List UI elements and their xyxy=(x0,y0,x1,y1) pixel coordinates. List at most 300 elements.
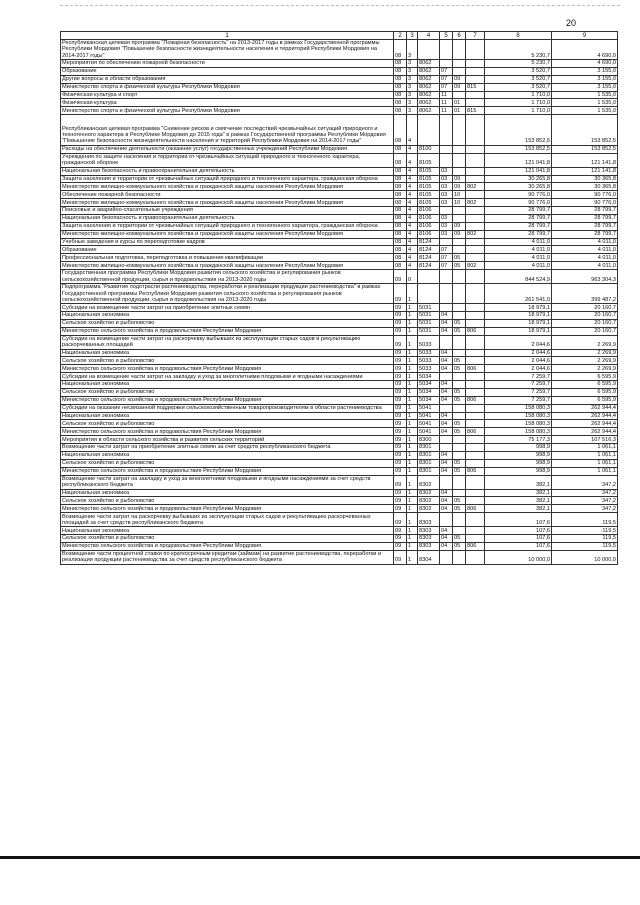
row-code: 08 xyxy=(394,207,407,215)
row-code: 8106 xyxy=(418,207,440,215)
row-code: 5041 xyxy=(418,420,440,428)
row-code xyxy=(466,420,485,428)
row-code: 5033 xyxy=(418,357,440,365)
row-code: 04 xyxy=(440,412,453,420)
row-code: 05 xyxy=(453,327,466,335)
row-amount: 2 044,6 xyxy=(485,357,552,365)
row-amount: 158 080,3 xyxy=(485,412,552,420)
row-amount: 28 799,7 xyxy=(485,230,552,238)
table-row xyxy=(61,497,618,505)
table-row xyxy=(61,420,618,428)
row-amount: 1 710,0 xyxy=(485,107,552,115)
row-code xyxy=(440,304,453,312)
row-amount: 1 061,1 xyxy=(552,444,618,452)
row-code xyxy=(453,527,466,535)
table-row xyxy=(61,311,618,319)
row-code: 1 xyxy=(407,284,418,304)
row-code xyxy=(466,284,485,304)
row-code xyxy=(440,145,453,153)
row-name: Субсидии на возмещение части затрат на приобретение элитных семян xyxy=(61,304,394,312)
row-amount: 2 044,6 xyxy=(485,335,552,349)
row-amount: 107 516,3 xyxy=(552,436,618,444)
row-code: 04 xyxy=(440,357,453,365)
row-name: Национальная экономика xyxy=(61,527,394,535)
row-code: 1 xyxy=(407,513,418,527)
row-code: 8062 xyxy=(418,75,440,83)
row-code: 09 xyxy=(394,365,407,373)
row-code: 01 xyxy=(453,107,466,115)
row-name: Министерство жилищно-коммунального хозяйства и гражданской защиты населения Республики Мордовия xyxy=(61,199,394,207)
row-amount: 2 269,9 xyxy=(552,335,618,349)
row-code: 5031 xyxy=(418,311,440,319)
row-code: 04 xyxy=(440,497,453,505)
row-code xyxy=(440,550,453,564)
row-code: 1 xyxy=(407,505,418,513)
row-name: Национальная экономика xyxy=(61,489,394,497)
row-name: Сельское хозяйство и рыболовство xyxy=(61,459,394,467)
table-row xyxy=(61,404,618,412)
row-amount: 3 155,0 xyxy=(552,67,618,75)
row-code: 09 xyxy=(394,381,407,389)
row-code: 08 xyxy=(394,167,407,175)
row-code: 01 xyxy=(453,99,466,107)
row-code xyxy=(466,497,485,505)
row-code: 1 xyxy=(407,311,418,319)
row-amount: 3 155,0 xyxy=(552,83,618,91)
row-name: Сельское хозяйство и рыболовство xyxy=(61,319,394,327)
row-amount: 262 944,4 xyxy=(552,428,618,436)
row-amount: 30 365,8 xyxy=(552,175,618,183)
row-code xyxy=(466,550,485,564)
row-code xyxy=(453,207,466,215)
row-amount: 10 000,0 xyxy=(552,550,618,564)
row-code: 806 xyxy=(466,396,485,404)
table-row xyxy=(61,475,618,489)
row-amount: 1 535,0 xyxy=(552,107,618,115)
row-code: 815 xyxy=(466,107,485,115)
row-code xyxy=(440,404,453,412)
row-code: 8303 xyxy=(418,542,440,550)
row-code: 4 xyxy=(407,222,418,230)
table-row xyxy=(61,513,618,527)
row-code: 04 xyxy=(440,428,453,436)
row-amount: 153 852,5 xyxy=(552,145,618,153)
row-code: 1 xyxy=(407,459,418,467)
row-name: Государственная программа Республики Мордовия развития сельского хозяйства и регулирования рынков сельскохозяйственной продукции, сырья и продовольствия на 2013-2020 годы xyxy=(61,270,394,284)
table-row xyxy=(61,67,618,75)
row-code: 8124 xyxy=(418,254,440,262)
row-code: 3 xyxy=(407,107,418,115)
row-code xyxy=(418,284,440,304)
table-row xyxy=(61,60,618,68)
column-header: 9 xyxy=(552,32,618,40)
row-code xyxy=(440,207,453,215)
row-amount: 119,5 xyxy=(552,527,618,535)
row-code xyxy=(466,535,485,543)
budget-table xyxy=(60,31,618,565)
row-code: 8303 xyxy=(418,535,440,543)
row-code: 11 xyxy=(440,99,453,107)
row-code: 806 xyxy=(466,428,485,436)
row-code: 1 xyxy=(407,489,418,497)
row-amount: 107,6 xyxy=(485,535,552,543)
row-code: 08 xyxy=(394,254,407,262)
row-code: 05 xyxy=(453,357,466,365)
row-code: 08 xyxy=(394,230,407,238)
table-row xyxy=(61,230,618,238)
bottom-rule xyxy=(0,856,640,859)
row-code: 09 xyxy=(394,428,407,436)
row-code: 08 xyxy=(394,222,407,230)
row-code: 8106 xyxy=(418,230,440,238)
row-name: Мероприятия по обеспечению пожарной безопасности xyxy=(61,60,394,68)
row-amount: 1 535,0 xyxy=(552,99,618,107)
table-row xyxy=(61,319,618,327)
row-code: 08 xyxy=(394,183,407,191)
row-code xyxy=(466,40,485,60)
row-code: 1 xyxy=(407,335,418,349)
row-code: 03 xyxy=(440,199,453,207)
row-amount: 158 080,3 xyxy=(485,428,552,436)
row-name: Обеспечение пожарной безопасности xyxy=(61,191,394,199)
row-code: 05 xyxy=(453,420,466,428)
row-code: 08 xyxy=(394,40,407,60)
row-amount: 5 230,7 xyxy=(485,40,552,60)
row-code xyxy=(466,145,485,153)
row-code: 1 xyxy=(407,373,418,381)
row-code: 8062 xyxy=(418,91,440,99)
row-code: 11 xyxy=(440,107,453,115)
table-row xyxy=(61,238,618,246)
row-code: 8105 xyxy=(418,183,440,191)
row-code: 07 xyxy=(440,254,453,262)
row-amount: 2 269,9 xyxy=(552,357,618,365)
table-row xyxy=(61,396,618,404)
row-code: 04 xyxy=(440,327,453,335)
row-code: 08 xyxy=(394,115,407,146)
row-amount: 382,1 xyxy=(485,489,552,497)
row-code xyxy=(453,167,466,175)
row-code: 8302 xyxy=(418,505,440,513)
table-row xyxy=(61,40,618,60)
table-row xyxy=(61,412,618,420)
row-amount: 18 979,1 xyxy=(485,319,552,327)
row-code: 04 xyxy=(440,527,453,535)
row-code xyxy=(453,404,466,412)
row-amount: 998,9 xyxy=(485,444,552,452)
row-code xyxy=(453,550,466,564)
row-code xyxy=(466,436,485,444)
row-amount: 121 041,8 xyxy=(485,167,552,175)
row-code: 5041 xyxy=(418,412,440,420)
row-amount: 3 520,7 xyxy=(485,83,552,91)
row-name: Образование xyxy=(61,67,394,75)
row-amount: 121 041,8 xyxy=(485,153,552,167)
row-code xyxy=(453,115,466,146)
row-amount: 4 011,0 xyxy=(485,262,552,270)
row-amount: 5 230,7 xyxy=(485,60,552,68)
row-code: 4 xyxy=(407,167,418,175)
row-code: 04 xyxy=(440,451,453,459)
row-code: 05 xyxy=(453,535,466,543)
row-code xyxy=(453,238,466,246)
row-code xyxy=(453,451,466,459)
row-code: 3 xyxy=(407,83,418,91)
row-code: 08 xyxy=(394,145,407,153)
row-amount: 28 799,7 xyxy=(552,222,618,230)
row-code xyxy=(453,489,466,497)
row-code: 03 xyxy=(440,191,453,199)
row-code xyxy=(466,254,485,262)
row-amount: 1 061,1 xyxy=(552,451,618,459)
row-code: 09 xyxy=(394,535,407,543)
row-code: 1 xyxy=(407,467,418,475)
row-code: 8105 xyxy=(418,199,440,207)
row-code: 1 xyxy=(407,319,418,327)
row-amount: 998,9 xyxy=(485,451,552,459)
row-code: 8301 xyxy=(418,467,440,475)
row-code: 08 xyxy=(394,60,407,68)
row-code: 8302 xyxy=(418,497,440,505)
row-name: Учебные заведения и курсы по переподготовке кадров xyxy=(61,238,394,246)
row-code: 8062 xyxy=(418,107,440,115)
row-amount: 347,2 xyxy=(552,475,618,489)
row-code: 8124 xyxy=(418,246,440,254)
row-code: 1 xyxy=(407,444,418,452)
row-code: 806 xyxy=(466,365,485,373)
row-code: 10 xyxy=(453,199,466,207)
row-code: 09 xyxy=(394,319,407,327)
row-amount: 18 979,1 xyxy=(485,304,552,312)
table-row xyxy=(61,153,618,167)
row-amount: 4 011,0 xyxy=(485,246,552,254)
row-amount: 28 799,7 xyxy=(485,214,552,222)
row-code: 4 xyxy=(407,191,418,199)
row-code xyxy=(453,304,466,312)
row-amount: 261 541,0 xyxy=(485,284,552,304)
row-code xyxy=(466,489,485,497)
row-code: 04 xyxy=(440,489,453,497)
row-code: 05 xyxy=(453,388,466,396)
table-row xyxy=(61,214,618,222)
row-code: 05 xyxy=(453,467,466,475)
row-name: Субсидии на оказание несвязанной поддержки сельскохозяйственным товаропроизводителям в области растениеводства xyxy=(61,404,394,412)
row-code: 3 xyxy=(407,75,418,83)
row-code: 5031 xyxy=(418,319,440,327)
table-row xyxy=(61,489,618,497)
table-row xyxy=(61,270,618,284)
row-code: 09 xyxy=(453,83,466,91)
row-code: 1 xyxy=(407,365,418,373)
row-amount: 2 269,9 xyxy=(552,349,618,357)
row-amount: 347,2 xyxy=(552,505,618,513)
row-name: Расходы на обеспечение деятельности (оказание услуг) государственных учреждений Республики Мордовия xyxy=(61,145,394,153)
row-name: Министерство сельского хозяйства и продовольствия Республики Мордовия xyxy=(61,327,394,335)
row-code: 4 xyxy=(407,199,418,207)
row-name: Возмещение части затрат на раскорчевку выбывших из эксплуатации старых садов и рекультивацию раскорчеванных площадей за счет средств республиканского бюджета xyxy=(61,513,394,527)
row-code: 09 xyxy=(453,183,466,191)
table-row xyxy=(61,357,618,365)
row-code: 11 xyxy=(440,91,453,99)
row-code: 04 xyxy=(440,381,453,389)
row-code: 3 xyxy=(407,67,418,75)
row-code: 5033 xyxy=(418,365,440,373)
row-code: 03 xyxy=(440,175,453,183)
row-code: 07 xyxy=(440,83,453,91)
table-row xyxy=(61,254,618,262)
row-code: 07 xyxy=(440,262,453,270)
row-code: 09 xyxy=(394,396,407,404)
row-code: 4 xyxy=(407,254,418,262)
row-code xyxy=(418,270,440,284)
row-code: 09 xyxy=(394,335,407,349)
row-amount: 20 160,7 xyxy=(552,311,618,319)
row-code: 08 xyxy=(394,191,407,199)
row-code: 3 xyxy=(407,91,418,99)
row-amount: 347,2 xyxy=(552,497,618,505)
row-code: 09 xyxy=(394,467,407,475)
table-row xyxy=(61,99,618,107)
row-code: 09 xyxy=(394,388,407,396)
row-amount: 4 011,0 xyxy=(552,238,618,246)
row-name: Сельское хозяйство и рыболовство xyxy=(61,420,394,428)
row-code: 09 xyxy=(394,420,407,428)
row-code xyxy=(453,349,466,357)
row-code: 802 xyxy=(466,199,485,207)
row-code xyxy=(440,373,453,381)
row-code xyxy=(466,91,485,99)
row-amount: 90 776,0 xyxy=(552,199,618,207)
row-code xyxy=(453,40,466,60)
row-code: 1 xyxy=(407,388,418,396)
row-name: Министерство сельского хозяйства и продовольствия Республики Мордовия xyxy=(61,467,394,475)
row-code: 8105 xyxy=(418,153,440,167)
table-row xyxy=(61,451,618,459)
row-code: 8301 xyxy=(418,459,440,467)
row-code: 09 xyxy=(453,222,466,230)
row-code: 03 xyxy=(440,183,453,191)
row-code: 8106 xyxy=(418,214,440,222)
row-code: 5034 xyxy=(418,396,440,404)
row-amount: 3 520,7 xyxy=(485,75,552,83)
row-name: Национальная экономика xyxy=(61,412,394,420)
row-code: 09 xyxy=(394,311,407,319)
row-code: 08 xyxy=(394,214,407,222)
row-code: 3 xyxy=(407,40,418,60)
row-amount: 1 061,1 xyxy=(552,467,618,475)
row-code: 4 xyxy=(407,153,418,167)
row-code xyxy=(466,513,485,527)
row-code xyxy=(466,304,485,312)
row-code xyxy=(466,412,485,420)
row-code: 1 xyxy=(407,550,418,564)
row-code: 5041 xyxy=(418,428,440,436)
table-row xyxy=(61,284,618,304)
row-code: 09 xyxy=(394,542,407,550)
row-code: 04 xyxy=(440,365,453,373)
row-code: 05 xyxy=(453,542,466,550)
column-header: 2 xyxy=(394,32,407,40)
row-name: Мероприятия в области сельского хозяйства и развития сельских территорий xyxy=(61,436,394,444)
table-row xyxy=(61,75,618,83)
row-amount: 4 690,0 xyxy=(552,60,618,68)
column-header: 3 xyxy=(407,32,418,40)
row-code xyxy=(440,153,453,167)
row-name: Министерство сельского хозяйства и продовольствия Республики Мордовия xyxy=(61,396,394,404)
row-code: 1 xyxy=(407,542,418,550)
row-code: 05 xyxy=(453,396,466,404)
row-code: 08 xyxy=(394,246,407,254)
table-row xyxy=(61,222,618,230)
row-code: 07 xyxy=(440,67,453,75)
row-name: Физическая культура и спорт xyxy=(61,91,394,99)
table-row xyxy=(61,327,618,335)
table-row xyxy=(61,115,618,146)
row-amount: 382,1 xyxy=(485,475,552,489)
row-code: 04 xyxy=(440,319,453,327)
row-code: 4 xyxy=(407,238,418,246)
row-code: 08 xyxy=(394,199,407,207)
row-code: 802 xyxy=(466,262,485,270)
row-code: 09 xyxy=(394,327,407,335)
row-code: 1 xyxy=(407,349,418,357)
row-amount: 18 979,1 xyxy=(485,327,552,335)
table-row xyxy=(61,167,618,175)
row-code: 5031 xyxy=(418,327,440,335)
row-code: 04 xyxy=(440,349,453,357)
row-code: 8300 xyxy=(418,436,440,444)
row-code: 8105 xyxy=(418,175,440,183)
row-code xyxy=(440,513,453,527)
row-code: 8062 xyxy=(418,67,440,75)
row-code: 04 xyxy=(440,420,453,428)
row-amount: 90 776,0 xyxy=(485,191,552,199)
row-code xyxy=(418,40,440,60)
row-code: 4 xyxy=(407,207,418,215)
row-code xyxy=(418,115,440,146)
row-code: 03 xyxy=(440,167,453,175)
row-code xyxy=(466,451,485,459)
row-code: 1 xyxy=(407,475,418,489)
row-code xyxy=(453,246,466,254)
row-amount: 90 776,0 xyxy=(485,199,552,207)
row-amount: 28 799,7 xyxy=(485,222,552,230)
row-code xyxy=(453,60,466,68)
row-name: Возмещение части затрат на приобретение элитных семян за счет средств республиканского бюджета xyxy=(61,444,394,452)
row-code: 08 xyxy=(394,91,407,99)
row-code: 4 xyxy=(407,145,418,153)
row-code xyxy=(466,67,485,75)
row-name: Национальная безопасность и правоохранительная деятельность xyxy=(61,214,394,222)
row-amount: 6 595,9 xyxy=(552,373,618,381)
row-code: 802 xyxy=(466,183,485,191)
row-amount: 1 061,1 xyxy=(552,459,618,467)
table-row xyxy=(61,444,618,452)
row-name: Возмещение части затрат на закладку и уход за многолетними плодовыми и ягодными насаждениями за счет средств республиканского бюджета xyxy=(61,475,394,489)
row-amount: 4 011,0 xyxy=(552,262,618,270)
row-code: 815 xyxy=(466,83,485,91)
row-code xyxy=(466,99,485,107)
row-name: Национальная экономика xyxy=(61,349,394,357)
table-row xyxy=(61,381,618,389)
row-code: 09 xyxy=(453,75,466,83)
table-row xyxy=(61,175,618,183)
row-code: 4 xyxy=(407,183,418,191)
row-code: 8124 xyxy=(418,238,440,246)
table-row xyxy=(61,373,618,381)
row-amount: 153 852,5 xyxy=(485,115,552,146)
row-amount: 1 710,0 xyxy=(485,99,552,107)
